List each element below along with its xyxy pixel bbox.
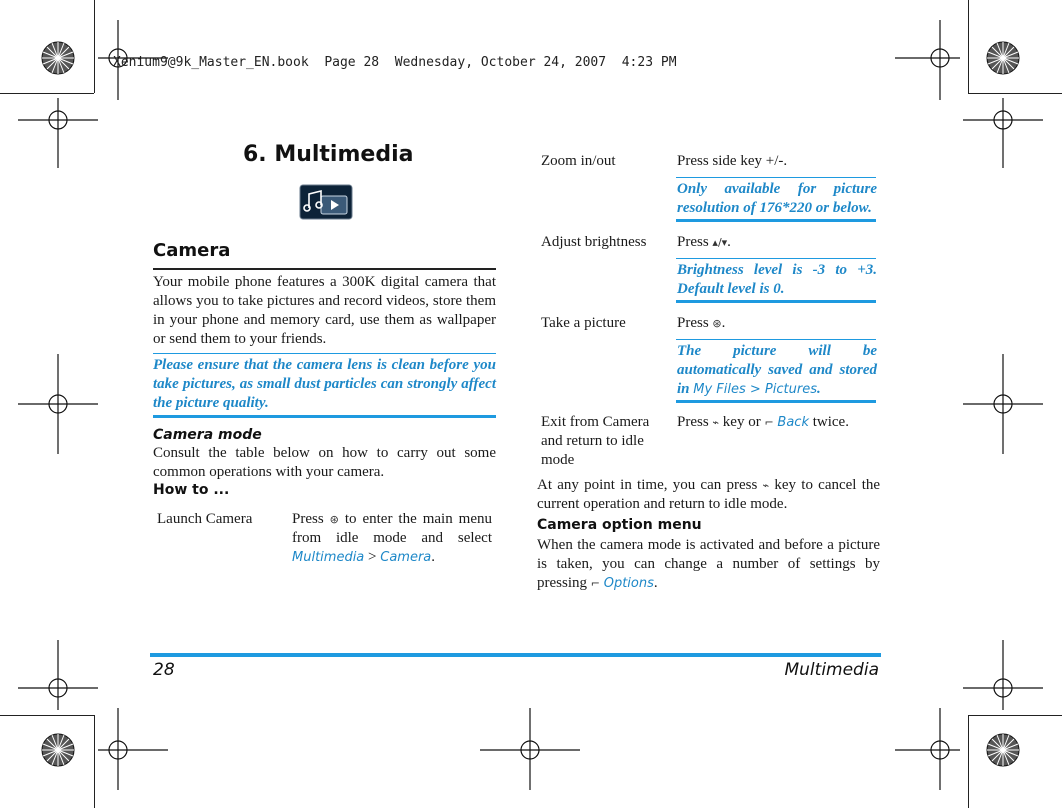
- camera-note: Please ensure that the camera lens is clean before you take pictures, as small dust particles can strongly affect the picture quality.: [153, 357, 496, 411]
- menu-ref-camera: Camera: [380, 550, 432, 565]
- registration-mark-icon: [18, 354, 98, 454]
- footer-rule: [150, 653, 881, 657]
- footer-section-name: Multimedia: [784, 660, 879, 680]
- registration-mark-icon: [480, 708, 580, 790]
- menu-ref-my-files-pictures: My Files > Pictures: [693, 382, 817, 397]
- registration-mark-icon: [895, 708, 960, 790]
- chapter-title: 6. Multimedia: [243, 142, 414, 167]
- registration-mark-icon: [963, 98, 1043, 168]
- subsection-title-camera-option-menu: Camera option menu: [537, 517, 702, 533]
- registration-mark-icon: [18, 640, 98, 710]
- cancel-text: At any point in time, you can press ⌁ key to cancel the current operation and return to idle mode.: [537, 477, 881, 512]
- zoom-note-top-rule: [676, 177, 876, 178]
- section-divider: [153, 268, 496, 270]
- take-note-bottom-rule: [676, 400, 876, 403]
- camera-mode-text: Consult the table below on how to carry out some common operations with your camera.: [153, 445, 496, 480]
- starburst-mark-icon: [42, 42, 74, 74]
- menu-ref-options: Options: [603, 576, 654, 591]
- note-top-rule: [153, 353, 496, 354]
- ok-key-icon: ⊛: [712, 317, 722, 330]
- hangup-key-icon: ⌁: [762, 479, 770, 492]
- hangup-key-icon: ⌁: [712, 416, 720, 429]
- right-softkey-icon: ⌐: [764, 416, 774, 429]
- row-action-launch-camera: Press ⊛ to enter the main menu from idle mode and select Multimedia > Camera.: [292, 511, 492, 565]
- row-label-exit-camera: Exit from Camera and return to idle mode: [541, 414, 650, 468]
- row-label-launch-camera: Launch Camera: [157, 511, 253, 527]
- print-header: Xenium9@9k_Master_EN.book Page 28 Wednesday, October 24, 2007 4:23 PM: [113, 55, 677, 70]
- row-note-zoom: Only available for picture resolution of 176*220 or below.: [677, 181, 877, 216]
- up-down-key-icon: ▴/▾: [712, 236, 728, 249]
- row-label-brightness: Adjust brightness: [541, 234, 647, 250]
- left-softkey-icon: ⌐: [590, 577, 600, 590]
- row-label-take-picture: Take a picture: [541, 315, 626, 331]
- bright-note-top-rule: [676, 258, 876, 259]
- zoom-note-bottom-rule: [676, 219, 876, 222]
- row-action-take-picture: Press ⊛.: [677, 315, 726, 331]
- bright-note-bottom-rule: [676, 300, 876, 303]
- row-note-brightness: Brightness level is -3 to +3. Default level is 0.: [677, 262, 877, 297]
- starburst-mark-icon: [42, 734, 74, 766]
- row-action-exit-camera: Press ⌁ key or ⌐ Back twice.: [677, 414, 849, 430]
- row-label-zoom: Zoom in/out: [541, 153, 616, 169]
- note-bottom-rule: [153, 415, 496, 418]
- row-action-brightness: Press ▴/▾.: [677, 234, 731, 250]
- howto-heading: How to ...: [153, 482, 230, 498]
- page-number: 28: [153, 660, 175, 680]
- registration-mark-icon: [98, 708, 168, 790]
- registration-mark-icon: [963, 354, 1043, 454]
- registration-mark-icon: [963, 640, 1043, 710]
- menu-ref-multimedia: Multimedia: [292, 550, 365, 565]
- section-title-camera: Camera: [153, 240, 231, 261]
- camera-intro: Your mobile phone features a 300K digital camera that allows you to take pictures and record videos, store them in your phone and memory card, use them as wallpaper or send them to your friends.: [153, 274, 496, 347]
- option-menu-text: When the camera mode is activated and before a picture is taken, you can change a number of settings by pressing ⌐ Options.: [537, 537, 880, 591]
- row-note-take-picture: The picture will be automatically saved and stored in My Files > Pictures.: [677, 343, 877, 397]
- row-action-zoom: Press side key +/-.: [677, 153, 788, 169]
- subsection-title-camera-mode: Camera mode: [153, 427, 262, 443]
- registration-mark-icon: [895, 20, 960, 100]
- multimedia-icon: [299, 184, 353, 220]
- ok-key-icon: ⊛: [329, 513, 339, 526]
- starburst-mark-icon: [987, 42, 1019, 74]
- starburst-mark-icon: [987, 734, 1019, 766]
- menu-ref-back: Back: [777, 415, 809, 430]
- take-note-top-rule: [676, 339, 876, 340]
- registration-mark-icon: [18, 98, 98, 168]
